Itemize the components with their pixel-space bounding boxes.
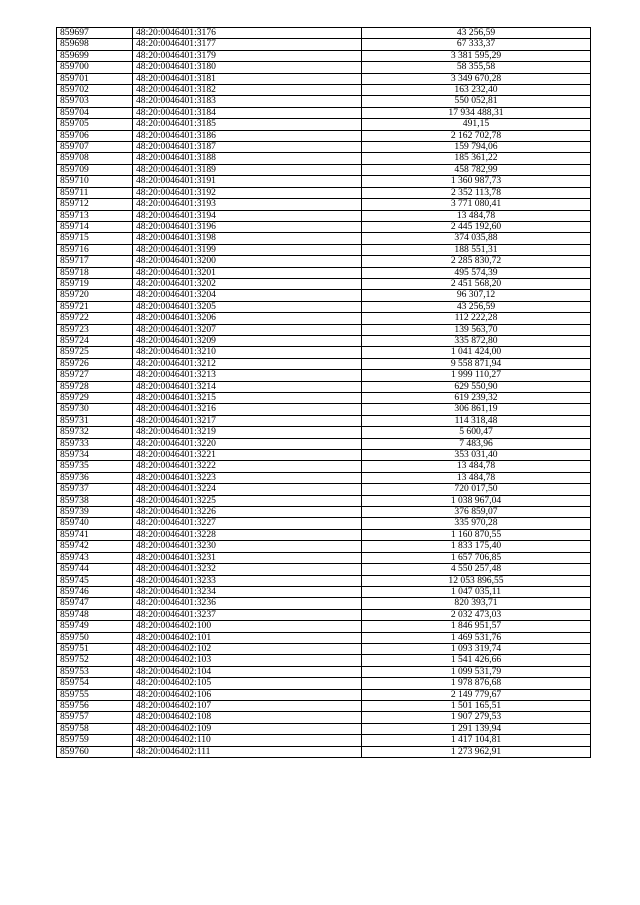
row-number-cell: 859729 xyxy=(57,393,133,404)
cadastral-number-cell: 48:20:0046402:108 xyxy=(133,712,362,723)
table-row xyxy=(57,370,591,381)
cadastral-number-cell: 48:20:0046401:3198 xyxy=(133,233,362,244)
row-number-cell: 859745 xyxy=(57,575,133,586)
table-row xyxy=(57,518,591,529)
table-row xyxy=(57,609,591,620)
row-number-cell: 859753 xyxy=(57,666,133,677)
table-row xyxy=(57,621,591,632)
value-cell: 491,15 xyxy=(362,119,591,130)
row-number-cell: 859706 xyxy=(57,130,133,141)
value-cell: 185 361,22 xyxy=(362,153,591,164)
table-row xyxy=(57,301,591,312)
row-number-cell: 859704 xyxy=(57,107,133,118)
table-row xyxy=(57,472,591,483)
row-number-cell: 859734 xyxy=(57,450,133,461)
row-number-cell: 859740 xyxy=(57,518,133,529)
row-number-cell: 859719 xyxy=(57,278,133,289)
cadastral-number-cell: 48:20:0046401:3231 xyxy=(133,552,362,563)
table-row xyxy=(57,85,591,96)
table-row xyxy=(57,221,591,232)
table-row xyxy=(57,358,591,369)
value-cell: 1 846 951,57 xyxy=(362,621,591,632)
value-cell: 3 349 670,28 xyxy=(362,73,591,84)
table-row xyxy=(57,700,591,711)
cadastral-number-cell: 48:20:0046401:3187 xyxy=(133,142,362,153)
row-number-cell: 859707 xyxy=(57,142,133,153)
table-row xyxy=(57,404,591,415)
value-cell: 1 541 426,66 xyxy=(362,655,591,666)
table-row xyxy=(57,643,591,654)
value-cell: 1 093 319,74 xyxy=(362,643,591,654)
cadastral-number-cell: 48:20:0046401:3192 xyxy=(133,187,362,198)
table-row xyxy=(57,381,591,392)
value-cell: 1 360 987,73 xyxy=(362,176,591,187)
row-number-cell: 859756 xyxy=(57,700,133,711)
value-cell: 1 657 706,85 xyxy=(362,552,591,563)
table-row xyxy=(57,347,591,358)
value-cell: 13 484,78 xyxy=(362,461,591,472)
table-row xyxy=(57,199,591,210)
cadastral-number-cell: 48:20:0046401:3227 xyxy=(133,518,362,529)
value-cell: 1 907 279,53 xyxy=(362,712,591,723)
value-cell: 335 970,28 xyxy=(362,518,591,529)
table-row xyxy=(57,164,591,175)
value-cell: 3 771 080,41 xyxy=(362,199,591,210)
value-cell: 820 393,71 xyxy=(362,598,591,609)
value-cell: 1 469 531,76 xyxy=(362,632,591,643)
row-number-cell: 859723 xyxy=(57,324,133,335)
value-cell: 353 031,40 xyxy=(362,450,591,461)
value-cell: 13 484,78 xyxy=(362,472,591,483)
row-number-cell: 859759 xyxy=(57,735,133,746)
value-cell: 17 934 488,31 xyxy=(362,107,591,118)
table-row xyxy=(57,666,591,677)
value-cell: 2 162 702,78 xyxy=(362,130,591,141)
cadastral-number-cell: 48:20:0046401:3202 xyxy=(133,278,362,289)
row-number-cell: 859724 xyxy=(57,335,133,346)
value-cell: 374 035,88 xyxy=(362,233,591,244)
row-number-cell: 859721 xyxy=(57,301,133,312)
cadastral-number-cell: 48:20:0046401:3221 xyxy=(133,450,362,461)
table-row xyxy=(57,393,591,404)
cadastral-number-cell: 48:20:0046402:109 xyxy=(133,723,362,734)
table-row xyxy=(57,415,591,426)
cadastral-number-cell: 48:20:0046401:3232 xyxy=(133,564,362,575)
row-number-cell: 859760 xyxy=(57,746,133,757)
value-cell: 306 861,19 xyxy=(362,404,591,415)
value-cell: 58 355,58 xyxy=(362,62,591,73)
cadastral-number-cell: 48:20:0046401:3226 xyxy=(133,507,362,518)
row-number-cell: 859737 xyxy=(57,484,133,495)
row-number-cell: 859722 xyxy=(57,313,133,324)
table-row xyxy=(57,313,591,324)
row-number-cell: 859742 xyxy=(57,541,133,552)
value-cell: 112 222,28 xyxy=(362,313,591,324)
cadastral-number-cell: 48:20:0046402:102 xyxy=(133,643,362,654)
value-cell: 1 417 104,81 xyxy=(362,735,591,746)
row-number-cell: 859705 xyxy=(57,119,133,130)
table-row xyxy=(57,723,591,734)
row-number-cell: 859731 xyxy=(57,415,133,426)
row-number-cell: 859711 xyxy=(57,187,133,198)
value-cell: 1 041 424,00 xyxy=(362,347,591,358)
value-cell: 3 381 595,29 xyxy=(362,50,591,61)
value-cell: 1 999 110,27 xyxy=(362,370,591,381)
cadastral-number-cell: 48:20:0046401:3209 xyxy=(133,335,362,346)
row-number-cell: 859735 xyxy=(57,461,133,472)
row-number-cell: 859733 xyxy=(57,438,133,449)
table-row xyxy=(57,461,591,472)
row-number-cell: 859701 xyxy=(57,73,133,84)
row-number-cell: 859748 xyxy=(57,609,133,620)
row-number-cell: 859727 xyxy=(57,370,133,381)
row-number-cell: 859718 xyxy=(57,267,133,278)
cadastral-number-cell: 48:20:0046401:3224 xyxy=(133,484,362,495)
table-row xyxy=(57,495,591,506)
row-number-cell: 859716 xyxy=(57,244,133,255)
cadastral-number-cell: 48:20:0046401:3236 xyxy=(133,598,362,609)
row-number-cell: 859709 xyxy=(57,164,133,175)
value-cell: 495 574,39 xyxy=(362,267,591,278)
value-cell: 2 285 830,72 xyxy=(362,256,591,267)
row-number-cell: 859712 xyxy=(57,199,133,210)
table-row xyxy=(57,28,591,39)
table-row xyxy=(57,73,591,84)
cadastral-number-cell: 48:20:0046401:3185 xyxy=(133,119,362,130)
row-number-cell: 859732 xyxy=(57,427,133,438)
cadastral-number-cell: 48:20:0046402:104 xyxy=(133,666,362,677)
cadastral-number-cell: 48:20:0046401:3228 xyxy=(133,529,362,540)
cadastral-number-cell: 48:20:0046401:3225 xyxy=(133,495,362,506)
row-number-cell: 859697 xyxy=(57,28,133,39)
cadastral-number-cell: 48:20:0046401:3237 xyxy=(133,609,362,620)
table-row xyxy=(57,450,591,461)
table-row xyxy=(57,529,591,540)
table-row xyxy=(57,712,591,723)
table-row xyxy=(57,324,591,335)
value-cell: 9 558 871,94 xyxy=(362,358,591,369)
value-cell: 550 052,81 xyxy=(362,96,591,107)
table-row xyxy=(57,50,591,61)
table-row xyxy=(57,153,591,164)
cadastral-number-cell: 48:20:0046401:3201 xyxy=(133,267,362,278)
row-number-cell: 859749 xyxy=(57,621,133,632)
cadastral-number-cell: 48:20:0046401:3205 xyxy=(133,301,362,312)
table-row xyxy=(57,598,591,609)
row-number-cell: 859744 xyxy=(57,564,133,575)
value-cell: 629 550,90 xyxy=(362,381,591,392)
value-cell: 2 149 779,67 xyxy=(362,689,591,700)
cadastral-number-cell: 48:20:0046402:103 xyxy=(133,655,362,666)
value-cell: 163 232,40 xyxy=(362,85,591,96)
table-row xyxy=(57,678,591,689)
cadastral-number-cell: 48:20:0046401:3183 xyxy=(133,96,362,107)
table-row xyxy=(57,256,591,267)
row-number-cell: 859728 xyxy=(57,381,133,392)
table-row xyxy=(57,233,591,244)
table-row xyxy=(57,746,591,757)
cadastral-number-cell: 48:20:0046402:107 xyxy=(133,700,362,711)
table-row xyxy=(57,62,591,73)
cadastral-value-table xyxy=(56,27,591,758)
cadastral-number-cell: 48:20:0046401:3177 xyxy=(133,39,362,50)
table-row xyxy=(57,564,591,575)
value-cell: 2 032 473,03 xyxy=(362,609,591,620)
table-row xyxy=(57,290,591,301)
cadastral-number-cell: 48:20:0046401:3206 xyxy=(133,313,362,324)
cadastral-number-cell: 48:20:0046402:105 xyxy=(133,678,362,689)
table-row xyxy=(57,142,591,153)
value-cell: 1 291 139,94 xyxy=(362,723,591,734)
cadastral-number-cell: 48:20:0046401:3214 xyxy=(133,381,362,392)
row-number-cell: 859743 xyxy=(57,552,133,563)
value-cell: 159 794,06 xyxy=(362,142,591,153)
row-number-cell: 859741 xyxy=(57,529,133,540)
row-number-cell: 859747 xyxy=(57,598,133,609)
value-cell: 619 239,32 xyxy=(362,393,591,404)
cadastral-number-cell: 48:20:0046401:3194 xyxy=(133,210,362,221)
cadastral-number-cell: 48:20:0046401:3182 xyxy=(133,85,362,96)
cadastral-number-cell: 48:20:0046401:3188 xyxy=(133,153,362,164)
value-cell: 1 501 165,51 xyxy=(362,700,591,711)
table-row xyxy=(57,438,591,449)
row-number-cell: 859702 xyxy=(57,85,133,96)
table-row xyxy=(57,735,591,746)
table-row xyxy=(57,507,591,518)
cadastral-number-cell: 48:20:0046401:3234 xyxy=(133,586,362,597)
cadastral-number-cell: 48:20:0046401:3222 xyxy=(133,461,362,472)
cadastral-number-cell: 48:20:0046401:3193 xyxy=(133,199,362,210)
value-cell: 12 053 896,55 xyxy=(362,575,591,586)
value-cell: 1 099 531,79 xyxy=(362,666,591,677)
table-row xyxy=(57,119,591,130)
cadastral-number-cell: 48:20:0046401:3189 xyxy=(133,164,362,175)
row-number-cell: 859746 xyxy=(57,586,133,597)
value-cell: 13 484,78 xyxy=(362,210,591,221)
cadastral-number-cell: 48:20:0046401:3219 xyxy=(133,427,362,438)
value-cell: 335 872,80 xyxy=(362,335,591,346)
table-row xyxy=(57,176,591,187)
row-number-cell: 859758 xyxy=(57,723,133,734)
cadastral-number-cell: 48:20:0046401:3220 xyxy=(133,438,362,449)
cadastral-number-cell: 48:20:0046401:3180 xyxy=(133,62,362,73)
value-cell: 96 307,12 xyxy=(362,290,591,301)
row-number-cell: 859739 xyxy=(57,507,133,518)
cadastral-number-cell: 48:20:0046401:3233 xyxy=(133,575,362,586)
cadastral-number-cell: 48:20:0046401:3199 xyxy=(133,244,362,255)
cadastral-number-cell: 48:20:0046402:110 xyxy=(133,735,362,746)
value-cell: 1 833 175,40 xyxy=(362,541,591,552)
value-cell: 188 551,31 xyxy=(362,244,591,255)
table-row xyxy=(57,575,591,586)
cadastral-number-cell: 48:20:0046401:3191 xyxy=(133,176,362,187)
value-cell: 5 600,47 xyxy=(362,427,591,438)
row-number-cell: 859736 xyxy=(57,472,133,483)
cadastral-number-cell: 48:20:0046401:3200 xyxy=(133,256,362,267)
table-row xyxy=(57,655,591,666)
row-number-cell: 859730 xyxy=(57,404,133,415)
value-cell: 2 352 113,78 xyxy=(362,187,591,198)
row-number-cell: 859703 xyxy=(57,96,133,107)
table-row xyxy=(57,484,591,495)
row-number-cell: 859698 xyxy=(57,39,133,50)
table-row xyxy=(57,552,591,563)
value-cell: 1 978 876,68 xyxy=(362,678,591,689)
cadastral-number-cell: 48:20:0046401:3216 xyxy=(133,404,362,415)
cadastral-number-cell: 48:20:0046402:111 xyxy=(133,746,362,757)
value-cell: 7 483,96 xyxy=(362,438,591,449)
row-number-cell: 859738 xyxy=(57,495,133,506)
cadastral-number-cell: 48:20:0046402:101 xyxy=(133,632,362,643)
row-number-cell: 859752 xyxy=(57,655,133,666)
cadastral-number-cell: 48:20:0046401:3213 xyxy=(133,370,362,381)
value-cell: 43 256,59 xyxy=(362,301,591,312)
table-row xyxy=(57,427,591,438)
cadastral-number-cell: 48:20:0046402:100 xyxy=(133,621,362,632)
cadastral-number-cell: 48:20:0046401:3230 xyxy=(133,541,362,552)
cadastral-number-cell: 48:20:0046401:3210 xyxy=(133,347,362,358)
row-number-cell: 859720 xyxy=(57,290,133,301)
row-number-cell: 859714 xyxy=(57,221,133,232)
row-number-cell: 859754 xyxy=(57,678,133,689)
table-row xyxy=(57,689,591,700)
value-cell: 1 047 035,11 xyxy=(362,586,591,597)
row-number-cell: 859699 xyxy=(57,50,133,61)
value-cell: 1 160 870,55 xyxy=(362,529,591,540)
table-row xyxy=(57,210,591,221)
value-cell: 139 563,70 xyxy=(362,324,591,335)
cadastral-number-cell: 48:20:0046401:3204 xyxy=(133,290,362,301)
cadastral-number-cell: 48:20:0046401:3212 xyxy=(133,358,362,369)
value-cell: 1 273 962,91 xyxy=(362,746,591,757)
cadastral-number-cell: 48:20:0046401:3223 xyxy=(133,472,362,483)
row-number-cell: 859726 xyxy=(57,358,133,369)
row-number-cell: 859713 xyxy=(57,210,133,221)
table-row xyxy=(57,267,591,278)
table-row xyxy=(57,244,591,255)
row-number-cell: 859725 xyxy=(57,347,133,358)
cadastral-number-cell: 48:20:0046401:3207 xyxy=(133,324,362,335)
table-row xyxy=(57,130,591,141)
table-row xyxy=(57,107,591,118)
value-cell: 2 451 568,20 xyxy=(362,278,591,289)
row-number-cell: 859750 xyxy=(57,632,133,643)
cadastral-number-cell: 48:20:0046401:3217 xyxy=(133,415,362,426)
value-cell: 114 318,48 xyxy=(362,415,591,426)
table-row xyxy=(57,278,591,289)
table-row xyxy=(57,335,591,346)
table-row xyxy=(57,586,591,597)
cadastral-number-cell: 48:20:0046401:3179 xyxy=(133,50,362,61)
cadastral-number-cell: 48:20:0046401:3184 xyxy=(133,107,362,118)
table-row xyxy=(57,39,591,50)
row-number-cell: 859710 xyxy=(57,176,133,187)
value-cell: 4 550 257,48 xyxy=(362,564,591,575)
value-cell: 458 782,99 xyxy=(362,164,591,175)
row-number-cell: 859757 xyxy=(57,712,133,723)
cadastral-number-cell: 48:20:0046401:3176 xyxy=(133,28,362,39)
row-number-cell: 859708 xyxy=(57,153,133,164)
cadastral-number-cell: 48:20:0046402:106 xyxy=(133,689,362,700)
cadastral-number-cell: 48:20:0046401:3196 xyxy=(133,221,362,232)
table-row xyxy=(57,96,591,107)
row-number-cell: 859751 xyxy=(57,643,133,654)
value-cell: 67 333,37 xyxy=(362,39,591,50)
cadastral-number-cell: 48:20:0046401:3186 xyxy=(133,130,362,141)
table-row xyxy=(57,541,591,552)
value-cell: 1 038 967,04 xyxy=(362,495,591,506)
table-body xyxy=(57,28,591,758)
value-cell: 720 017,50 xyxy=(362,484,591,495)
table-row xyxy=(57,632,591,643)
value-cell: 43 256,59 xyxy=(362,28,591,39)
table-row xyxy=(57,187,591,198)
row-number-cell: 859700 xyxy=(57,62,133,73)
cadastral-number-cell: 48:20:0046401:3215 xyxy=(133,393,362,404)
cadastral-number-cell: 48:20:0046401:3181 xyxy=(133,73,362,84)
value-cell: 376 859,07 xyxy=(362,507,591,518)
row-number-cell: 859717 xyxy=(57,256,133,267)
row-number-cell: 859755 xyxy=(57,689,133,700)
row-number-cell: 859715 xyxy=(57,233,133,244)
value-cell: 2 445 192,60 xyxy=(362,221,591,232)
